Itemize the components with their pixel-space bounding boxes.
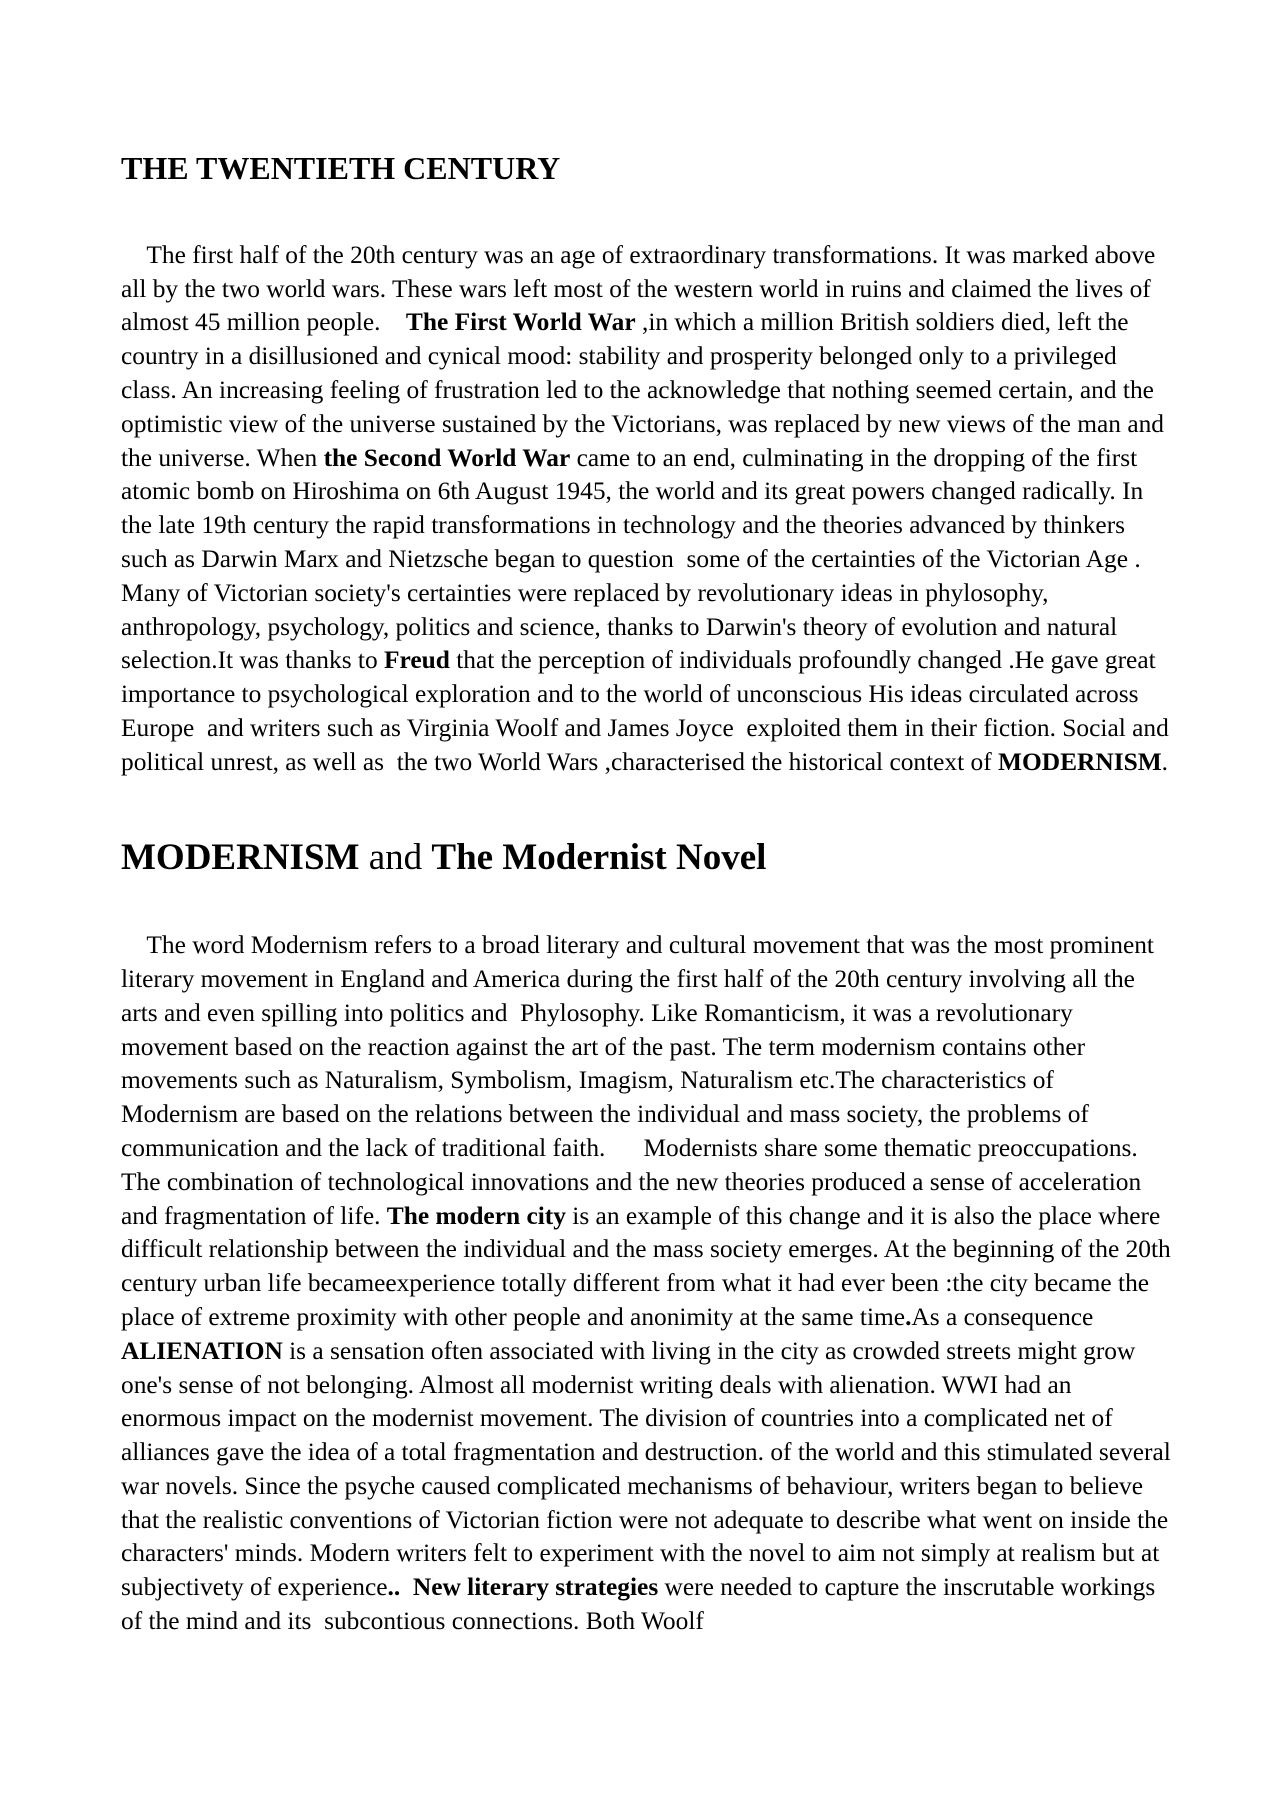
- title-modernism: MODERNISM: [121, 837, 360, 879]
- text-run: The word Modernism refers to a broad literary and cultural movement that was the most prominent literary movement in England and America during the first half of the 20th century involving all the arts and even spilling into politics and Phylosophy. Like Romanticism, it was a revolutionary movement based on the reaction against the art of the past. The term modernism contains other movements such as Naturalism, Symbolism, Imagism, Naturalism etc.The characteristics of Modernism are based on the relations between the individual and mass society, the problems of communication and the lack of traditional faith. Modernists share some thematic preoccupations. The combination of technological innovations and the new theories produced a sense of acceleration and fragmentation of life.: [121, 931, 1161, 1230]
- bold-term-modern-city: The modern city: [386, 1201, 566, 1230]
- bold-term-new-literary-strategies: .. New literary strategies: [387, 1573, 659, 1602]
- text-run: came to an end, culminating in the dropping of the first atomic bomb on Hiroshima on 6th August 1945, the world and its great powers changed radically. In the late 19th century the rapid transformations in technology and the theories advanced by thinkers such as Darwin Marx and Nietzsche began to question some of the certainties of the Victorian Age . Many of Victorian society's certainties were replaced by revolutionary ideas in phylosophy, anthropology, psychology, politics and science, thanks to Darwin's theory of evolution and natural selection.It was thanks to: [121, 443, 1150, 675]
- text-run: ,in which a million British soldiers died, left the country in a disillusioned and cynical mood: stability and prosperity belonged only to a privileged class. An increasing feeling of frustration led to the acknowledge that nothing seemed certain, and the optimistic view of the universe sustained by the Victorians, was replaced by new views of the man and the universe. When: [121, 308, 1171, 472]
- title-and: and: [359, 837, 432, 879]
- document-page: [121, 148, 1178, 1673]
- section-title-modernism: [121, 835, 1171, 881]
- text-run: is an example of this change and it is also the place where difficult relationship between the individual and the mass society emerges. At the beginning of the 20th century urban life becameexperience totally different from what it had ever been :the city became the place of extreme proximity with other people and anonimity at the same time: [121, 1201, 1178, 1331]
- bold-term-alienation: ALIENATION: [121, 1336, 283, 1365]
- text-run: were needed to capture the inscrutable workings of the mind and its subcontious connections. Both Woolf: [121, 1573, 1162, 1636]
- bold-term-modernism: MODERNISM: [998, 747, 1162, 776]
- title-modernist-novel: The Modernist Novel: [431, 837, 767, 879]
- paragraph-modernism: [121, 895, 1178, 1672]
- text-run: that the perception of individuals profoundly changed .He gave great importance to psychological exploration and to the world of unconscious His ideas circulated across Europe and writers such as Virginia Woolf and James Joyce exploited them in their fiction. Social and political unrest, as well as the two World Wars ,characterised the historical context of: [121, 646, 1176, 776]
- text-run: .: [1161, 747, 1169, 776]
- bold-term-second-world-war: the Second World War: [323, 443, 571, 472]
- text-run: The first half of the 20th century was an age of extraordinary transformations. It was marked above all by the two world wars. These wars left most of the western world in ruins and claimed the lives of almost 45 million people.: [121, 240, 1162, 337]
- bold-term-freud: Freud: [384, 646, 450, 675]
- text-run: As a consequence: [911, 1302, 1100, 1331]
- section-title-twentieth-century: THE TWENTIETH CENTURY: [121, 150, 561, 186]
- bold-period: .: [905, 1302, 912, 1331]
- text-run: is a sensation often associated with living in the city as crowded streets might grow one's sense of not belonging. Almost all modernist writing deals with alienation. WWI had an enormous impact on the modernist movement. The division of countries into a complicated net of alliances gave the idea of a total fragmentation and destruction. of the world and this stimulated several war novels. Since the psyche caused complicated mechanisms of behaviour, writers began to believe that the realistic conventions of Victorian fiction were not adequate to describe what went on inside the characters' minds. Modern writers felt to experiment with the novel to aim not simply at realism but at subjectivety of experience: [121, 1336, 1178, 1602]
- bold-term-first-world-war: The First World War: [405, 308, 636, 337]
- paragraph-twentieth-century: [121, 205, 1176, 813]
